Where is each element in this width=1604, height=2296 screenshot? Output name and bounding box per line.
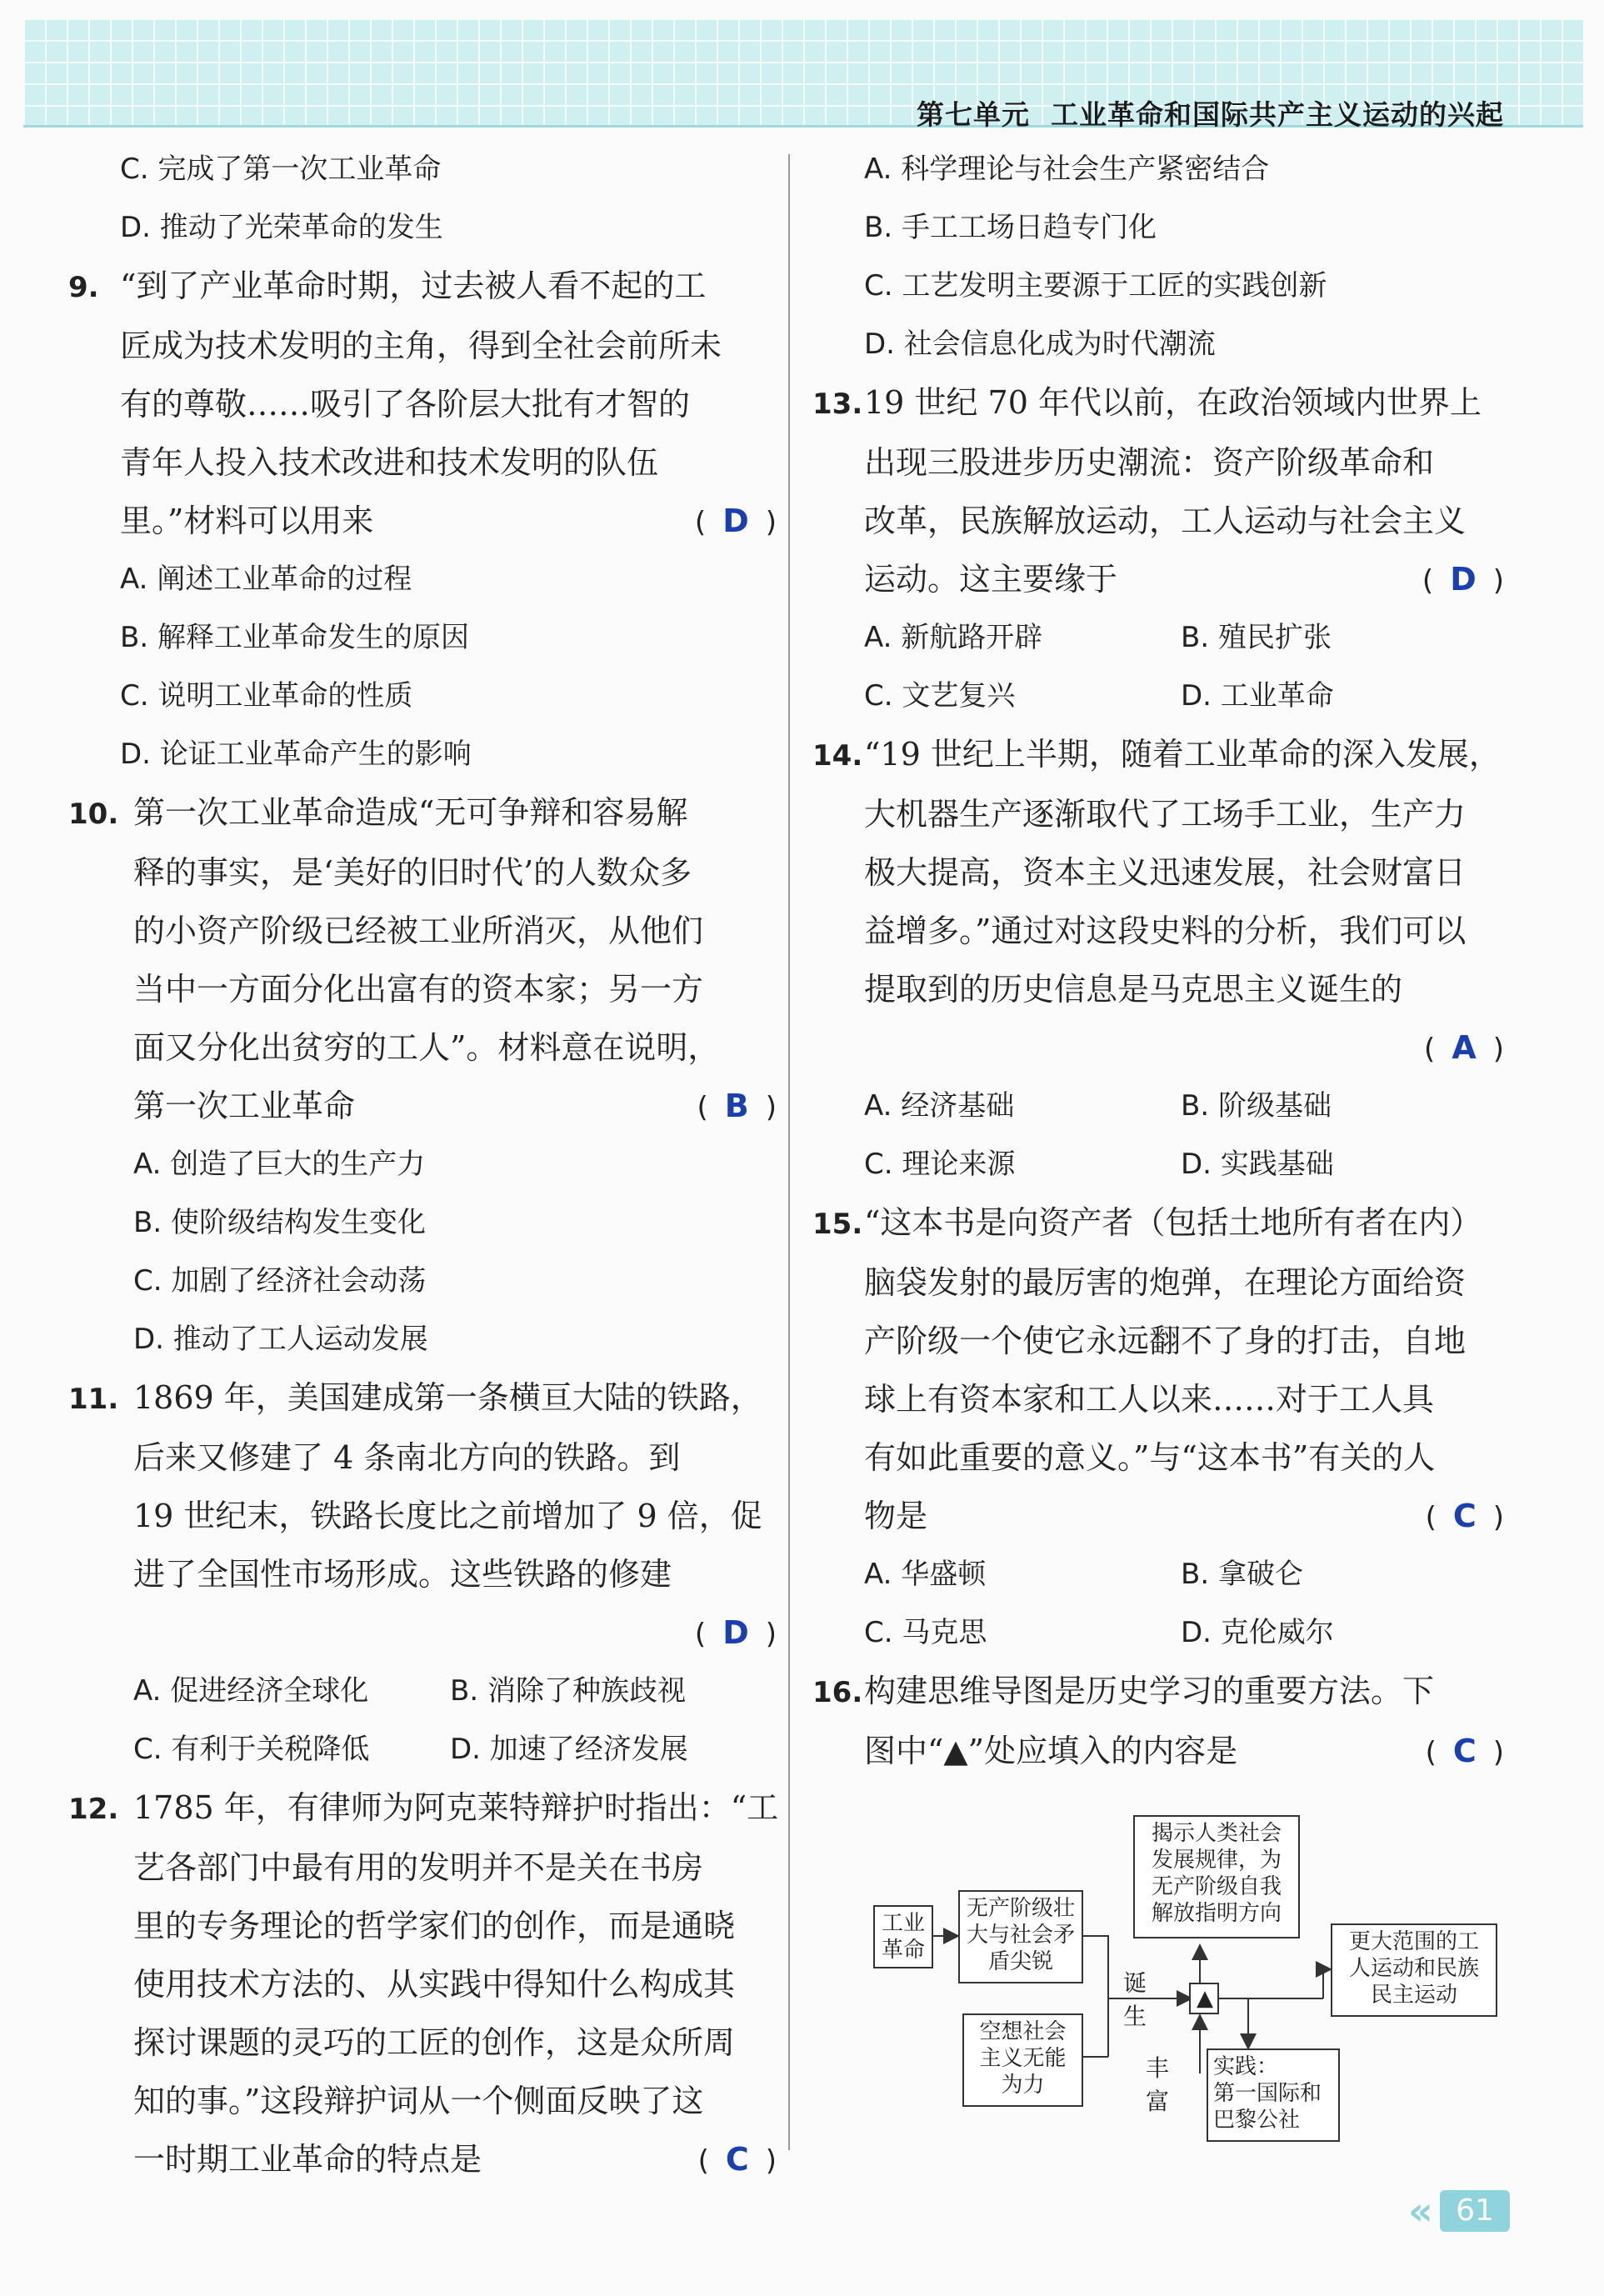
triangle-mark: ▲ bbox=[1197, 1986, 1213, 2011]
q10-number: 10. bbox=[68, 798, 119, 831]
column-divider bbox=[788, 154, 790, 2150]
q15-line-3: 产阶级一个使它永远翻不了身的打击，自地 bbox=[864, 1323, 1467, 1359]
q15-line-5: 有如此重要的意义。”与“这本书”有关的人 bbox=[864, 1439, 1436, 1476]
q12-option-d: D. 社会信息化成为时代潮流 bbox=[864, 328, 1216, 361]
q14-answer-line bbox=[812, 1018, 1504, 1077]
q10-option-d: D. 推动了工人运动发展 bbox=[133, 1323, 428, 1356]
q15-line-1: 15.“这本书是向资产者（包括土地所有者在内） bbox=[812, 1193, 1504, 1253]
box-jieshi: 揭示人类社会 发展规律，为 无产阶级自我 解放指明方向 bbox=[1133, 1815, 1300, 1938]
arrow-triangle-gengda bbox=[1323, 1969, 1329, 1998]
q13-option-b: B. 殖民扩张 bbox=[1181, 621, 1332, 654]
box-wuchan-jieji: 无产阶级壮 大与社会矛 盾尖锐 bbox=[958, 1890, 1083, 1983]
q11-line-2: 后来又修建了 4 条南北方向的铁路。到 bbox=[133, 1439, 681, 1476]
q9-line-4: 青年人投入技术改进和技术发明的队伍 bbox=[120, 444, 659, 481]
q13-line-4: 运动。这主要缘于 ( D ) bbox=[812, 550, 1504, 608]
q10-line-2: 释的事实，是‘美好的旧时代’的人数众多 bbox=[133, 854, 692, 891]
q15-options-row-1 bbox=[812, 1545, 1504, 1603]
page-chevron-icon: « bbox=[1408, 2188, 1433, 2233]
q9-option-a: A. 阐述工业革命的过程 bbox=[120, 563, 412, 596]
q14-line-4: 益增多。”通过对这段史料的分析，我们可以 bbox=[864, 913, 1467, 949]
box-shijian: 实践： 第一国际和 巴黎公社 bbox=[1207, 2048, 1340, 2142]
q12-line-2: 艺各部门中最有用的发明并不是关在书房 bbox=[133, 1849, 704, 1886]
q11-answer-line bbox=[68, 1603, 777, 1662]
q13-line-3: 改革，民族解放运动，工人运动与社会主义 bbox=[864, 503, 1467, 539]
left-column bbox=[68, 140, 777, 2188]
q16-line-1: 16.构建思维导图是历史学习的重要方法。下 bbox=[812, 1662, 1504, 1722]
q13-option-d: D. 工业革命 bbox=[1181, 679, 1334, 713]
q10-line-3: 的小资产阶级已经被工业所消灭，从他们 bbox=[133, 913, 704, 949]
q10-line-6: 第一次工业革命 ( B ) bbox=[68, 1077, 777, 1135]
q13-number: 13. bbox=[812, 388, 863, 421]
q14-answer: ( A ) bbox=[1424, 1029, 1504, 1066]
q15-option-d: D. 克伦威尔 bbox=[1181, 1616, 1334, 1649]
q8-option-c: C. 完成了第一次工业革命 bbox=[120, 153, 442, 186]
q10-option-b: B. 使阶级结构发生变化 bbox=[133, 1206, 426, 1239]
q10-line-5: 面又分化出贫穷的工人”。材料意在说明， bbox=[133, 1029, 720, 1066]
q13-options-row-1 bbox=[812, 608, 1504, 667]
label-dansheng: 诞生 bbox=[1123, 1969, 1147, 2030]
q12-line-1: 12. 1785 年，有律师为阿克莱特辩护时指出：“工 bbox=[68, 1778, 777, 1838]
q9-option-b: B. 解释工业革命发生的原因 bbox=[120, 621, 469, 654]
q10-option-a: A. 创造了巨大的生产力 bbox=[133, 1148, 426, 1181]
q13-options-row-2 bbox=[812, 667, 1504, 725]
q14-options-row-1 bbox=[812, 1077, 1504, 1135]
q15-options-row-2 bbox=[812, 1603, 1504, 1662]
q13-line-2: 出现三股进步历史潮流：资产阶级革命和 bbox=[864, 444, 1435, 481]
q9-line-2: 匠成为技术发明的主角，得到全社会前所未 bbox=[120, 328, 722, 364]
q11-answer: ( D ) bbox=[694, 1614, 777, 1651]
q14-option-d: D. 实践基础 bbox=[1181, 1148, 1334, 1181]
q14-option-a: A. 经济基础 bbox=[864, 1089, 1015, 1123]
box-gengda: 更大范围的工 人运动和民族 民主运动 bbox=[1331, 1923, 1497, 2017]
q12-option-b: B. 手工工场日趋专门化 bbox=[864, 211, 1157, 244]
q9-line-1: 9. “到了产业革命时期，过去被人看不起的工 bbox=[68, 257, 777, 317]
q14-line-1: 14.“19 世纪上半期，随着工业革命的深入发展， bbox=[812, 725, 1504, 785]
q13-answer: ( D ) bbox=[1422, 561, 1504, 598]
q12-line-5: 探讨课题的灵巧的工匠的创作，这是众所周 bbox=[133, 2024, 736, 2061]
q15-answer: ( C ) bbox=[1425, 1498, 1504, 1534]
q15-number: 15. bbox=[812, 1208, 863, 1241]
q16-number: 16. bbox=[812, 1676, 863, 1709]
q11-options-row-1 bbox=[68, 1662, 777, 1720]
q15-option-a: A. 华盛顿 bbox=[864, 1558, 987, 1591]
q9-line-3: 有的尊敬……吸引了各阶层大批有才智的 bbox=[120, 386, 691, 423]
q9-answer: ( D ) bbox=[694, 503, 777, 539]
q12-option-c: C. 工艺发明主要源于工匠的实践创新 bbox=[864, 269, 1327, 303]
right-column bbox=[812, 140, 1504, 1780]
q11-line-3: 19 世纪末，铁路长度比之前增加了 9 倍，促 bbox=[133, 1498, 762, 1534]
q11-line-1: 11. 1869 年，美国建成第一条横亘大陆的铁路， bbox=[68, 1368, 777, 1428]
q14-line-5: 提取到的历史信息是马克思主义诞生的 bbox=[864, 971, 1403, 1008]
page-number: 61 bbox=[1440, 2190, 1510, 2232]
q12-answer: ( C ) bbox=[697, 2141, 777, 2178]
q9-option-d: D. 论证工业革命产生的影响 bbox=[120, 738, 472, 771]
q9-option-c: C. 说明工业革命的性质 bbox=[120, 679, 413, 713]
q15-line-2: 脑袋发射的最厉害的炮弹，在理论方面给资 bbox=[864, 1264, 1467, 1301]
q10-answer: ( B ) bbox=[697, 1088, 777, 1124]
q12-line-7: 一时期工业革命的特点是 ( C ) bbox=[68, 2130, 777, 2188]
q9-line-5: 里。”材料可以用来 ( D ) bbox=[68, 492, 777, 550]
q15-option-c: C. 马克思 bbox=[864, 1616, 987, 1649]
q11-option-a: A. 促进经济全球化 bbox=[133, 1674, 369, 1708]
q11-number: 11. bbox=[68, 1383, 119, 1416]
q10-option-c: C. 加剧了经济社会动荡 bbox=[133, 1264, 427, 1298]
q13-option-c: C. 文艺复兴 bbox=[864, 679, 1016, 713]
q10-line-1: 10. 第一次工业革命造成“无可争辩和容易解 bbox=[68, 783, 777, 843]
q11-options-row-2 bbox=[68, 1720, 777, 1778]
q14-line-2: 大机器生产逐渐取代了工场手工业，生产力 bbox=[864, 796, 1467, 833]
q15-line-4: 球上有资本家和工人以来……对于工人具 bbox=[864, 1381, 1435, 1418]
q12-line-3: 里的专务理论的哲学家们的创作，而是通晓 bbox=[133, 1908, 736, 1944]
q13-option-a: A. 新航路开辟 bbox=[864, 621, 1043, 654]
q10-line-4: 当中一方面分化出富有的资本家；另一方 bbox=[133, 971, 704, 1008]
q14-option-b: B. 阶级基础 bbox=[1181, 1089, 1332, 1123]
q11-option-b: B. 消除了种族歧视 bbox=[450, 1674, 686, 1708]
q12-line-6: 知的事。”这段辩护词从一个侧面反映了这 bbox=[133, 2083, 704, 2119]
q15-line-6: 物是 ( C ) bbox=[812, 1487, 1504, 1545]
q12-line-4: 使用技术方法的、从实践中得知什么构成其 bbox=[133, 1966, 736, 2003]
box-kongxiang: 空想社会 主义无能 为力 bbox=[962, 2013, 1083, 2107]
q14-number: 14. bbox=[812, 739, 863, 773]
label-fengfu: 丰富 bbox=[1146, 2054, 1170, 2115]
box-gongye-geming: 工业 革命 bbox=[873, 1905, 933, 1968]
q15-option-b: B. 拿破仑 bbox=[1181, 1558, 1303, 1591]
q13-line-1: 13.19 世纪 70 年代以前，在政治领域内世界上 bbox=[812, 373, 1504, 433]
q11-line-4: 进了全国性市场形成。这些铁路的修建 bbox=[133, 1556, 672, 1593]
q12-option-a: A. 科学理论与社会生产紧密结合 bbox=[864, 153, 1270, 186]
q8-option-d: D. 推动了光荣革命的发生 bbox=[120, 211, 443, 244]
q16-answer: ( C ) bbox=[1425, 1733, 1504, 1769]
q14-option-c: C. 理论来源 bbox=[864, 1148, 1016, 1181]
q16-line-2: 图中“▲”处应填入的内容是 ( C ) bbox=[812, 1722, 1504, 1780]
unit-title: 第七单元 工业革命和国际共产主义运动的兴起 bbox=[917, 98, 1504, 131]
q14-options-row-2 bbox=[812, 1135, 1504, 1193]
q11-option-c: C. 有利于关税降低 bbox=[133, 1733, 370, 1766]
q11-option-d: D. 加速了经济发展 bbox=[450, 1733, 688, 1766]
q9-number: 9. bbox=[68, 271, 99, 304]
q14-line-3: 极大提高，资本主义迅速发展，社会财富日 bbox=[864, 854, 1467, 891]
q12-number: 12. bbox=[68, 1793, 119, 1826]
